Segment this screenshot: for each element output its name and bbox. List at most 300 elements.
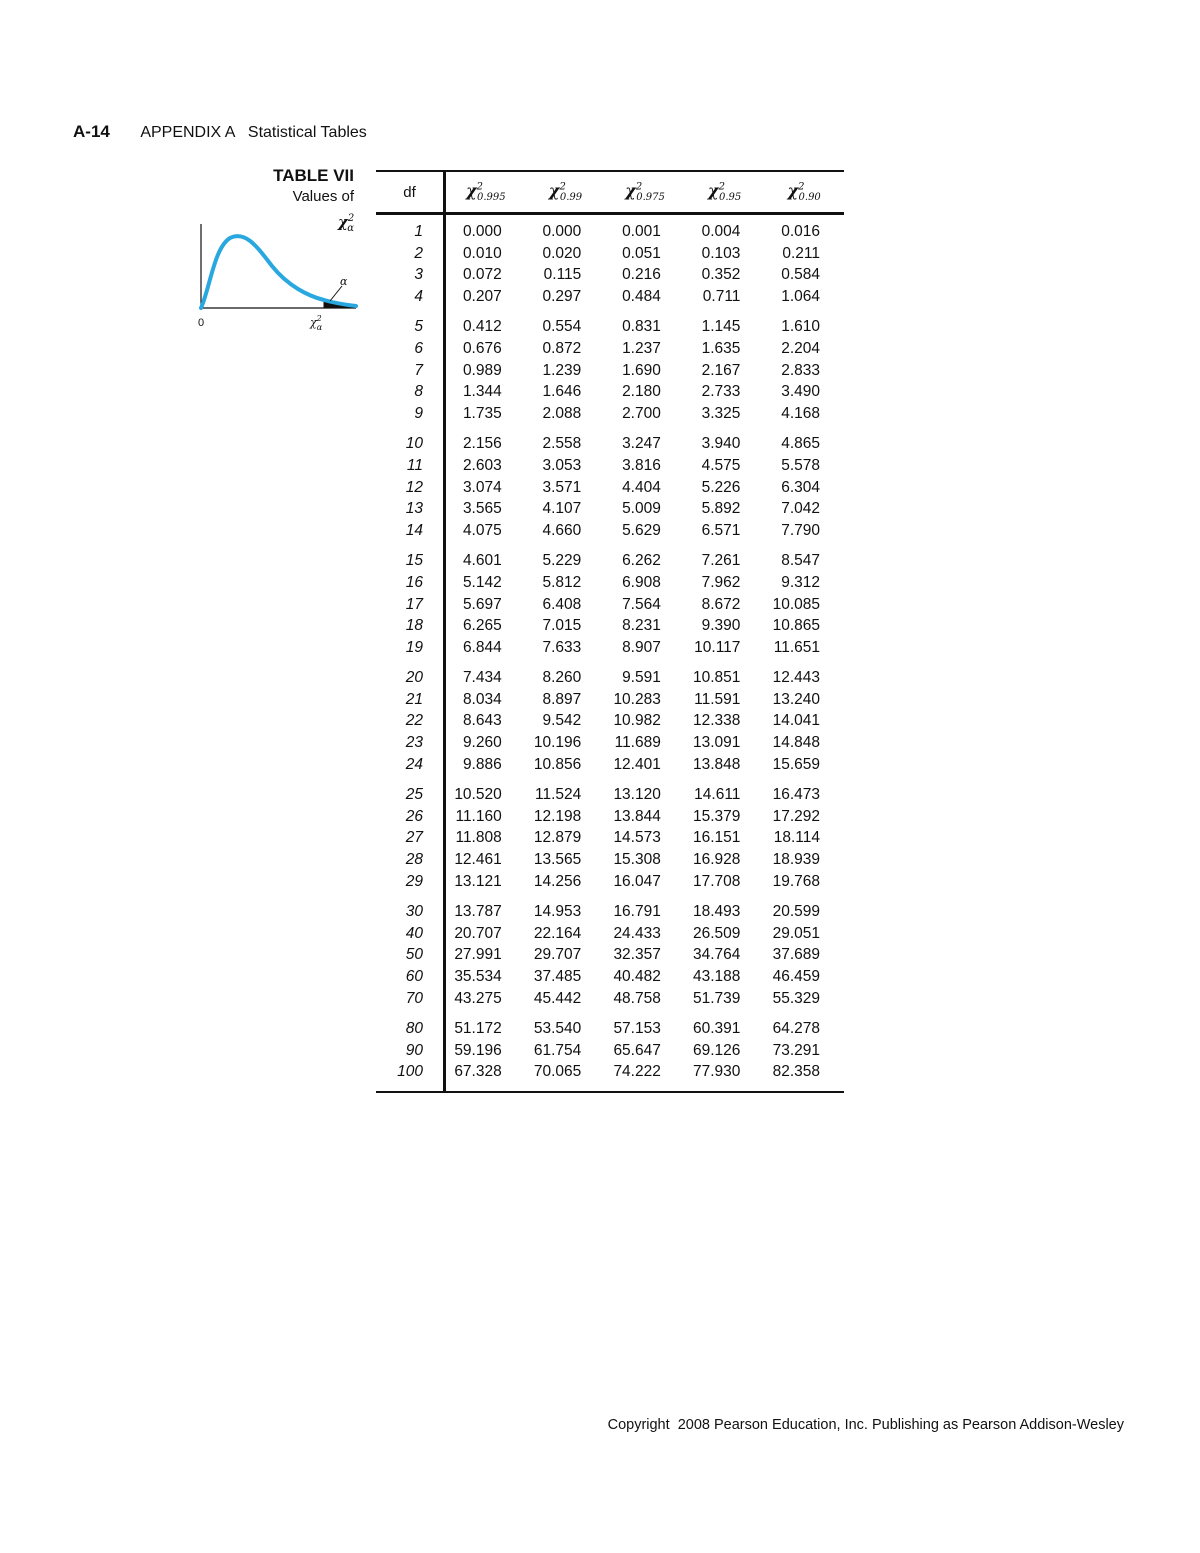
value-cell: 57.153 xyxy=(613,1020,661,1038)
value-cell: 37.485 xyxy=(533,968,582,985)
value-cell: 0.554 xyxy=(542,318,582,336)
table-row xyxy=(376,572,844,594)
df-cell: 20 xyxy=(376,658,445,689)
value-cell: 0.207 xyxy=(462,287,502,305)
table-row xyxy=(376,594,844,616)
col-sup: 2 xyxy=(798,181,805,193)
value-cell: 10.856 xyxy=(533,755,582,773)
value-cell: 6.304 xyxy=(781,478,820,496)
chi-square-distribution-figure xyxy=(190,218,360,338)
df-header: df xyxy=(376,171,445,214)
value-cell: 6.908 xyxy=(622,573,661,591)
col-header-090 xyxy=(764,171,844,214)
table-row xyxy=(376,775,844,806)
value-cell: 4.601 xyxy=(462,552,502,570)
value-cell: 7.015 xyxy=(542,617,582,635)
value-cell: 53.540 xyxy=(533,1020,582,1038)
value-cell: 1.145 xyxy=(701,318,741,336)
axis-sub: α xyxy=(316,323,323,332)
df-cell: 17 xyxy=(376,594,445,616)
value-cell: 0.072 xyxy=(462,266,502,284)
value-cell: 2.733 xyxy=(701,383,741,401)
table-row xyxy=(376,892,844,923)
df-cell: 100 xyxy=(376,1061,445,1092)
col-sup: 2 xyxy=(718,181,725,193)
value-cell: 16.791 xyxy=(613,903,661,921)
col-symbol: χ xyxy=(466,180,477,200)
value-cell: 11.524 xyxy=(535,786,582,804)
df-cell: 30 xyxy=(376,892,445,923)
value-cell: 17.708 xyxy=(693,872,741,890)
value-cell: 11.689 xyxy=(614,734,661,752)
col-sub: 0.995 xyxy=(477,192,506,204)
table-row xyxy=(376,338,844,360)
value-cell: 8.260 xyxy=(542,669,582,687)
df-cell: 22 xyxy=(376,710,445,732)
col-sup: 2 xyxy=(476,181,483,193)
value-cell: 1.610 xyxy=(781,318,820,336)
value-cell: 4.404 xyxy=(622,478,661,496)
axis-chi: χ xyxy=(310,316,317,329)
value-cell: 7.564 xyxy=(622,595,661,613)
value-cell: 2.833 xyxy=(781,361,820,379)
value-cell: 7.042 xyxy=(781,500,820,518)
value-cell: 0.000 xyxy=(462,223,502,240)
table-row xyxy=(376,286,844,308)
alpha-label: α xyxy=(340,275,348,288)
value-cell: 10.196 xyxy=(533,734,582,752)
value-cell: 9.260 xyxy=(462,734,502,752)
value-cell: 13.787 xyxy=(454,903,502,921)
col-sup: 2 xyxy=(635,181,643,193)
values-of-text: Values of xyxy=(292,188,354,205)
value-cell: 8.034 xyxy=(462,690,502,708)
value-cell: 6.262 xyxy=(622,552,661,570)
table-row xyxy=(376,477,844,499)
value-cell: 15.308 xyxy=(613,851,661,869)
value-cell: 6.571 xyxy=(701,521,741,539)
df-cell: 19 xyxy=(376,637,445,659)
value-cell: 12.198 xyxy=(533,807,582,825)
value-cell: 0.016 xyxy=(781,223,820,240)
value-cell: 0.412 xyxy=(462,318,502,336)
value-cell: 16.151 xyxy=(693,829,741,847)
value-cell: 3.053 xyxy=(542,456,582,474)
table-row xyxy=(376,658,844,689)
value-cell: 16.928 xyxy=(693,851,741,869)
value-cell: 7.434 xyxy=(462,669,502,687)
value-cell: 18.939 xyxy=(772,851,820,869)
value-cell: 5.697 xyxy=(462,595,502,613)
col-symbol: χ xyxy=(548,180,560,200)
value-cell: 9.886 xyxy=(462,755,502,773)
value-cell: 0.004 xyxy=(701,223,741,240)
value-cell: 3.565 xyxy=(462,500,502,518)
value-cell: 43.188 xyxy=(693,968,741,985)
value-cell: 8.547 xyxy=(781,552,820,570)
value-cell: 1.735 xyxy=(462,404,502,422)
df-cell: 24 xyxy=(376,754,445,776)
value-cell: 60.391 xyxy=(693,1020,741,1038)
col-sup: 2 xyxy=(559,181,566,193)
df-cell: 4 xyxy=(376,286,445,308)
value-cell: 1.646 xyxy=(542,383,582,401)
value-cell: 0.831 xyxy=(622,318,661,336)
table-row xyxy=(376,243,844,265)
value-cell: 10.085 xyxy=(772,595,820,613)
value-cell: 3.247 xyxy=(622,435,661,453)
table-row xyxy=(376,1061,844,1092)
col-header-095 xyxy=(685,171,765,214)
value-cell: 3.571 xyxy=(542,478,582,496)
alpha-pointer-line xyxy=(330,286,342,301)
chi-sup: 2 xyxy=(347,213,355,224)
table-row xyxy=(376,498,844,520)
value-cell: 1.690 xyxy=(622,361,661,379)
value-cell: 1.064 xyxy=(781,287,820,305)
value-cell: 0.676 xyxy=(462,339,502,357)
df-cell: 16 xyxy=(376,572,445,594)
value-cell: 5.578 xyxy=(781,456,820,474)
table-row xyxy=(376,689,844,711)
value-cell: 12.879 xyxy=(533,829,582,847)
value-cell: 4.107 xyxy=(542,500,582,518)
df-cell: 25 xyxy=(376,775,445,806)
value-cell: 12.443 xyxy=(772,669,820,687)
table-row xyxy=(376,944,844,966)
df-cell: 21 xyxy=(376,689,445,711)
value-cell: 15.659 xyxy=(772,755,820,773)
value-cell: 7.962 xyxy=(701,573,741,591)
value-cell: 14.573 xyxy=(613,829,661,847)
table-row xyxy=(376,827,844,849)
value-cell: 11.808 xyxy=(455,829,502,847)
df-cell: 1 xyxy=(376,214,445,243)
table-row xyxy=(376,849,844,871)
value-cell: 15.379 xyxy=(693,807,741,825)
value-cell: 5.812 xyxy=(542,573,582,591)
table-row xyxy=(376,806,844,828)
value-cell: 5.142 xyxy=(462,573,502,591)
value-cell: 37.689 xyxy=(772,946,820,964)
chi-square-table-container xyxy=(376,170,844,1093)
table-row xyxy=(376,1009,844,1040)
value-cell: 0.352 xyxy=(701,266,741,284)
axis-sup: 2 xyxy=(316,314,322,323)
value-cell: 5.629 xyxy=(622,521,661,539)
value-cell: 10.982 xyxy=(613,712,661,730)
value-cell: 77.930 xyxy=(685,1061,765,1092)
value-cell: 26.509 xyxy=(693,924,741,942)
table-row xyxy=(376,520,844,542)
value-cell: 35.534 xyxy=(454,968,502,985)
table-row xyxy=(376,1040,844,1062)
chi-sub: α xyxy=(347,223,354,234)
value-cell: 13.121 xyxy=(454,872,502,890)
value-cell: 4.660 xyxy=(542,521,582,539)
col-header-099 xyxy=(526,171,606,214)
value-cell: 8.231 xyxy=(622,617,661,635)
value-cell: 2.700 xyxy=(622,404,661,422)
appendix-title: APPENDIX A Statistical Tables xyxy=(140,124,367,141)
df-cell: 29 xyxy=(376,871,445,893)
value-cell: 1.239 xyxy=(542,361,582,379)
value-cell: 0.484 xyxy=(622,287,661,305)
value-cell: 9.542 xyxy=(542,712,582,730)
table-row xyxy=(376,923,844,945)
value-cell: 14.256 xyxy=(533,872,582,890)
value-cell: 2.603 xyxy=(462,456,502,474)
value-cell: 0.711 xyxy=(702,287,741,305)
value-cell: 11.160 xyxy=(455,807,502,825)
value-cell: 74.222 xyxy=(605,1061,685,1092)
table-row xyxy=(376,615,844,637)
value-cell: 0.010 xyxy=(462,244,502,262)
table-row xyxy=(376,871,844,893)
df-cell: 12 xyxy=(376,477,445,499)
value-cell: 4.575 xyxy=(701,456,741,474)
value-cell: 59.196 xyxy=(454,1041,502,1059)
df-cell: 7 xyxy=(376,360,445,382)
value-cell: 48.758 xyxy=(613,989,661,1007)
value-cell: 45.442 xyxy=(533,989,582,1007)
value-cell: 29.707 xyxy=(533,946,582,964)
value-cell: 0.216 xyxy=(622,266,661,284)
value-cell: 0.989 xyxy=(462,361,502,379)
value-cell: 7.633 xyxy=(542,638,582,656)
value-cell: 51.739 xyxy=(693,989,741,1007)
df-cell: 9 xyxy=(376,403,445,425)
value-cell: 8.643 xyxy=(462,712,502,730)
value-cell: 3.816 xyxy=(622,456,661,474)
table-row xyxy=(376,710,844,732)
value-cell: 6.265 xyxy=(462,617,502,635)
value-cell: 0.584 xyxy=(781,266,820,284)
value-cell: 3.940 xyxy=(701,435,741,453)
table-row xyxy=(376,403,844,425)
df-cell: 27 xyxy=(376,827,445,849)
value-cell: 0.115 xyxy=(543,266,582,284)
value-cell: 4.865 xyxy=(781,435,820,453)
col-sub: 0.90 xyxy=(798,192,821,204)
page-number: A-14 xyxy=(73,122,110,141)
col-symbol: χ xyxy=(708,180,719,200)
df-cell: 6 xyxy=(376,338,445,360)
value-cell: 3.074 xyxy=(462,478,502,496)
value-cell: 13.091 xyxy=(693,734,741,752)
value-cell: 14.611 xyxy=(694,786,741,804)
df-cell: 80 xyxy=(376,1009,445,1040)
value-cell: 0.297 xyxy=(542,287,582,305)
value-cell: 55.329 xyxy=(772,989,820,1007)
value-cell: 8.907 xyxy=(622,638,661,656)
value-cell: 34.764 xyxy=(693,946,741,964)
value-cell: 14.041 xyxy=(772,712,820,730)
value-cell: 2.180 xyxy=(622,383,661,401)
value-cell: 2.167 xyxy=(701,361,741,379)
table-row xyxy=(376,988,844,1010)
value-cell: 0.872 xyxy=(542,339,582,357)
value-cell: 11.591 xyxy=(694,690,741,708)
value-cell: 12.461 xyxy=(454,851,502,869)
copyright-text: Copyright 2008 Pearson Education, Inc. Publishing as Pearson Addison-Wesley xyxy=(607,1417,1124,1433)
origin-label: 0 xyxy=(198,317,205,329)
value-cell: 51.172 xyxy=(454,1020,502,1038)
value-cell: 8.897 xyxy=(542,690,582,708)
value-cell: 82.358 xyxy=(764,1061,844,1092)
table-row xyxy=(376,360,844,382)
table-row xyxy=(376,637,844,659)
value-cell: 11.651 xyxy=(773,638,820,656)
value-cell: 0.051 xyxy=(622,244,661,262)
df-cell: 40 xyxy=(376,923,445,945)
value-cell: 46.459 xyxy=(772,968,820,985)
value-cell: 7.261 xyxy=(701,552,741,570)
chi-symbol: χ xyxy=(337,213,348,231)
value-cell: 69.126 xyxy=(693,1041,741,1059)
df-cell: 13 xyxy=(376,498,445,520)
value-cell: 2.558 xyxy=(542,435,582,453)
df-cell: 60 xyxy=(376,966,445,988)
value-cell: 9.312 xyxy=(781,573,820,591)
value-cell: 24.433 xyxy=(613,924,661,942)
value-cell: 1.344 xyxy=(462,383,502,401)
table-row xyxy=(376,264,844,286)
value-cell: 13.844 xyxy=(613,807,661,825)
value-cell: 32.357 xyxy=(613,946,661,964)
table-row xyxy=(376,381,844,403)
value-cell: 18.493 xyxy=(693,903,741,921)
value-cell: 64.278 xyxy=(772,1020,820,1038)
value-cell: 20.707 xyxy=(454,924,502,942)
value-cell: 16.473 xyxy=(772,786,820,804)
value-cell: 14.848 xyxy=(772,734,820,752)
df-cell: 15 xyxy=(376,541,445,572)
df-cell: 2 xyxy=(376,243,445,265)
df-cell: 10 xyxy=(376,424,445,455)
chi-square-table xyxy=(376,170,844,1093)
table-row xyxy=(376,214,844,243)
col-sub: 0.95 xyxy=(718,192,742,204)
value-cell: 9.591 xyxy=(622,669,661,687)
df-cell: 3 xyxy=(376,264,445,286)
value-cell: 20.599 xyxy=(772,903,820,921)
col-sub: 0.975 xyxy=(636,192,665,204)
value-cell: 8.672 xyxy=(701,595,741,613)
value-cell: 0.000 xyxy=(542,223,582,240)
copyright-footer xyxy=(0,1417,1124,1433)
value-cell: 19.768 xyxy=(772,872,820,890)
table-row xyxy=(376,541,844,572)
table-row xyxy=(376,966,844,988)
table-row xyxy=(376,424,844,455)
col-sub: 0.99 xyxy=(559,192,583,204)
table-row xyxy=(376,455,844,477)
df-cell: 14 xyxy=(376,520,445,542)
value-cell: 0.103 xyxy=(701,244,741,262)
value-cell: 29.051 xyxy=(772,924,820,942)
df-cell: 5 xyxy=(376,307,445,338)
value-cell: 22.164 xyxy=(533,924,582,942)
value-cell: 5.226 xyxy=(701,478,741,496)
value-cell: 1.237 xyxy=(622,339,661,357)
value-cell: 2.156 xyxy=(462,435,502,453)
value-cell: 4.168 xyxy=(781,404,820,422)
value-cell: 73.291 xyxy=(772,1041,820,1059)
value-cell: 13.848 xyxy=(693,755,741,773)
value-cell: 0.211 xyxy=(782,244,820,262)
col-header-0995 xyxy=(445,171,526,214)
value-cell: 5.892 xyxy=(701,500,741,518)
value-cell: 10.283 xyxy=(613,690,661,708)
value-cell: 70.065 xyxy=(526,1061,606,1092)
value-cell: 4.075 xyxy=(462,521,502,539)
value-cell: 67.328 xyxy=(445,1061,526,1092)
value-cell: 10.117 xyxy=(694,638,741,656)
value-cell: 65.647 xyxy=(613,1041,661,1059)
value-cell: 13.240 xyxy=(772,690,820,708)
value-cell: 10.520 xyxy=(454,786,502,804)
table-header-row xyxy=(376,171,844,214)
value-cell: 6.408 xyxy=(542,595,582,613)
value-cell: 0.001 xyxy=(622,223,661,240)
value-cell: 7.790 xyxy=(781,521,820,539)
table-row xyxy=(376,307,844,338)
col-header-0975 xyxy=(605,171,685,214)
value-cell: 10.865 xyxy=(772,617,820,635)
value-cell: 12.401 xyxy=(613,755,661,773)
value-cell: 2.088 xyxy=(542,404,582,422)
value-cell: 2.204 xyxy=(781,339,820,357)
df-cell: 18 xyxy=(376,615,445,637)
col-symbol: χ xyxy=(787,180,799,200)
value-cell: 3.325 xyxy=(701,404,741,422)
table-label: TABLE VII xyxy=(273,166,354,185)
value-cell: 0.020 xyxy=(542,244,582,262)
df-cell: 8 xyxy=(376,381,445,403)
df-cell: 26 xyxy=(376,806,445,828)
value-cell: 14.953 xyxy=(533,903,582,921)
value-cell: 6.844 xyxy=(462,638,502,656)
df-cell: 70 xyxy=(376,988,445,1010)
df-cell: 90 xyxy=(376,1040,445,1062)
value-cell: 40.482 xyxy=(613,968,661,985)
value-cell: 43.275 xyxy=(454,989,502,1007)
table-body xyxy=(376,214,844,1092)
df-cell: 11 xyxy=(376,455,445,477)
value-cell: 1.635 xyxy=(701,339,741,357)
col-symbol: χ xyxy=(625,180,636,200)
critical-value-label xyxy=(309,314,323,332)
page-header xyxy=(73,122,367,142)
value-cell: 9.390 xyxy=(701,617,741,635)
value-cell: 12.338 xyxy=(693,712,741,730)
value-cell: 27.991 xyxy=(454,946,502,964)
value-cell: 13.565 xyxy=(533,851,582,869)
value-cell: 13.120 xyxy=(613,786,661,804)
df-cell: 50 xyxy=(376,944,445,966)
value-cell: 3.490 xyxy=(781,383,820,401)
value-cell: 5.009 xyxy=(622,500,661,518)
df-cell: 23 xyxy=(376,732,445,754)
value-cell: 18.114 xyxy=(773,829,820,847)
table-row xyxy=(376,732,844,754)
df-cell: 28 xyxy=(376,849,445,871)
value-cell: 61.754 xyxy=(533,1041,582,1059)
value-cell: 16.047 xyxy=(613,872,661,890)
value-cell: 10.851 xyxy=(693,669,741,687)
value-cell: 17.292 xyxy=(772,807,820,825)
